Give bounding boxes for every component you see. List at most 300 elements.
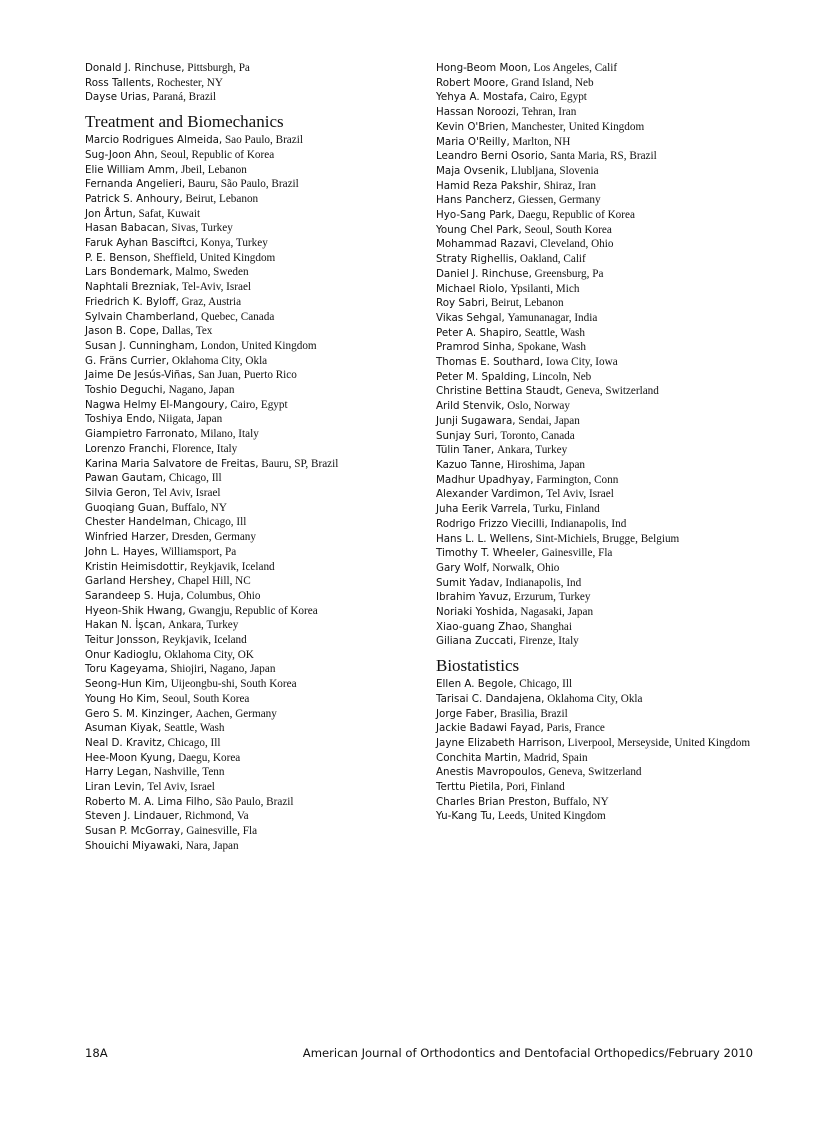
reviewer-name: Toshio Deguchi,: [85, 384, 166, 397]
reviewer-location: Geneva, Switzerland: [565, 385, 659, 398]
reviewer-name: Harry Legan,: [85, 766, 152, 779]
section-heading-biostatistics: Biostatistics: [436, 656, 520, 676]
reviewer-name: Hong-Beom Moon,: [436, 62, 531, 74]
reviewer-entry: [436, 311, 781, 326]
reviewer-entry: [85, 809, 430, 824]
reviewer-name: Nagwa Helmy El-Mangoury,: [85, 398, 228, 411]
reviewer-name: Michael Riolo,: [436, 282, 508, 295]
reviewer-location: Shanghai: [530, 620, 572, 633]
reviewer-name: Silvia Geron,: [85, 486, 151, 499]
reviewer-location: Liverpool, Merseyside, United Kingdom: [567, 736, 751, 749]
reviewer-location: Hiroshima, Japan: [506, 458, 585, 471]
reviewer-entry: [436, 296, 781, 311]
reviewer-name: Teitur Jonsson,: [85, 634, 160, 647]
reviewer-entry: [85, 604, 430, 619]
reviewer-entry: [436, 780, 781, 795]
reviewer-entry: [85, 633, 430, 648]
reviewer-entry: [85, 721, 430, 736]
reviewer-location: Leeds, United Kingdom: [497, 810, 606, 823]
reviewer-name: Hans L. L. Wellens,: [436, 532, 533, 545]
reviewer-entry: [436, 76, 781, 91]
reviewer-entry: [85, 501, 430, 516]
reviewer-location: Nagano, Japan: [168, 384, 235, 397]
reviewer-name: Jason B. Cope,: [85, 325, 160, 338]
reviewer-entry: [436, 149, 781, 164]
reviewer-name: Lorenzo Franchi,: [85, 442, 170, 455]
reviewer-name: Jayne Elizabeth Harrison,: [436, 736, 565, 749]
reviewer-entry: [85, 354, 430, 369]
reviewer-name: Toshiya Endo,: [85, 413, 156, 426]
reviewer-location: Grand Island, Neb: [511, 76, 594, 89]
reviewer-location: Seattle, Wash: [524, 326, 585, 339]
reviewer-location: Dallas, Tex: [161, 325, 213, 338]
reviewer-entry: [85, 457, 430, 472]
reviewer-location: Shiraz, Iran: [543, 179, 596, 192]
reviewer-entry: [85, 295, 430, 310]
reviewer-entry: [436, 765, 781, 780]
reviewer-location: Cairo, Egypt: [230, 398, 288, 411]
reviewer-location: Williamsport, Pa: [160, 545, 237, 558]
reviewer-location: Uijeongbu-shi, South Korea: [170, 678, 297, 691]
reviewer-name: Onur Kadioglu,: [85, 648, 162, 661]
reviewer-entry: [436, 414, 781, 429]
reviewer-name: Gary Wolf,: [436, 561, 490, 574]
reviewer-name: Sylvain Chamberland,: [85, 310, 199, 323]
reviewer-entry: [436, 208, 781, 223]
reviewer-location: Daegu, Korea: [178, 751, 241, 764]
reviewer-name: Ross Tallents,: [85, 76, 155, 89]
reviewer-name: Alexander Vardimon,: [436, 488, 544, 501]
reviewer-entry: [85, 765, 430, 780]
reviewer-location: Reykjavik, Iceland: [190, 560, 275, 573]
reviewer-entry: [436, 634, 781, 649]
reviewer-name: Asuman Kiyak,: [85, 722, 162, 735]
reviewer-entry: [436, 384, 781, 399]
reviewer-name: Timothy T. Wheeler,: [436, 547, 539, 560]
reviewer-location: Tel Aviv, Israel: [147, 781, 215, 794]
reviewer-location: Santa Maria, RS, Brazil: [550, 150, 657, 163]
reviewer-entry: [436, 61, 781, 76]
reviewer-name: Roberto M. A. Lima Filho,: [85, 795, 213, 808]
reviewer-entry: [85, 61, 430, 76]
reviewer-entry: [85, 339, 430, 354]
reviewer-entry: [436, 517, 781, 532]
reviewer-entry: [85, 574, 430, 589]
right-column: [436, 61, 781, 824]
reviewer-name: Sumit Yadav,: [436, 576, 503, 589]
reviewer-location: Tehran, Iran: [521, 106, 577, 119]
reviewer-location: Greensburg, Pa: [534, 267, 604, 280]
reviewer-location: Ankara, Turkey: [496, 444, 568, 457]
reviewer-name: Pramrod Sinha,: [436, 341, 515, 354]
reviewer-name: Tülin Taner,: [436, 444, 495, 457]
reviewer-name: Jaime De Jesús-Viñas,: [85, 369, 196, 382]
reviewer-location: Indianapolis, Ind: [505, 576, 582, 589]
reviewer-location: San Juan, Puerto Rico: [198, 369, 297, 382]
reviewer-location: Lincoln, Neb: [532, 370, 592, 383]
reviewer-entry: [436, 399, 781, 414]
reviewer-name: Leandro Berni Osorio,: [436, 150, 548, 163]
reviewer-location: Ypsilanti, Mich: [510, 282, 580, 295]
reviewer-entry: [85, 163, 430, 178]
reviewer-location: London, United Kingdom: [200, 339, 317, 352]
reviewer-name: Giampietro Farronato,: [85, 428, 198, 441]
reviewer-entry: [436, 487, 781, 502]
reviewer-entry: [85, 427, 430, 442]
reviewer-location: Tel Aviv, Israel: [152, 486, 221, 499]
reviewer-name: Hassan Noroozi,: [436, 106, 520, 119]
reviewer-entry: [436, 576, 781, 591]
reviewer-name: Madhur Upadhyay,: [436, 473, 534, 486]
reviewer-name: Sug-Joon Ahn,: [85, 148, 158, 161]
reviewer-entry: [436, 721, 781, 736]
reviewer-name: Guoqiang Guan,: [85, 501, 169, 514]
reviewer-location: Manchester, United Kingdom: [511, 120, 645, 133]
reviewer-name: Sunjay Suri,: [436, 429, 498, 442]
reviewer-entry: [436, 237, 781, 252]
reviewer-entry: [85, 751, 430, 766]
reviewer-entry: [436, 751, 781, 766]
reviewer-location: Gainesville, Fla: [541, 547, 613, 560]
reviewer-location: Seoul, South Korea: [524, 223, 612, 236]
reviewer-location: Aachen, Germany: [195, 707, 277, 720]
reviewer-name: P. E. Benson,: [85, 251, 151, 264]
reviewer-name: Kazuo Tanne,: [436, 458, 504, 471]
reviewer-entry: [436, 267, 781, 282]
reviewer-entry: [436, 795, 781, 810]
reviewer-name: Peter A. Shapiro,: [436, 326, 522, 339]
reviewer-list-treatment-continued: [436, 61, 781, 649]
reviewer-location: Nashville, Tenn: [154, 766, 225, 779]
reviewer-entry: [85, 148, 430, 163]
reviewer-name: Ellen A. Begole,: [436, 678, 517, 691]
reviewer-entry: [85, 368, 430, 383]
reviewer-entry: [85, 177, 430, 192]
reviewer-location: Chicago, Ill: [167, 736, 221, 749]
reviewer-location: Ankara, Turkey: [168, 619, 239, 632]
reviewer-entry: [85, 648, 430, 663]
reviewer-name: Naphtali Brezniak,: [85, 281, 180, 294]
reviewer-name: Young Ho Kim,: [85, 692, 160, 705]
page-number: 18A: [85, 1046, 108, 1060]
reviewer-name: Christine Bettina Staudt,: [436, 385, 563, 398]
reviewer-name: Pawan Gautam,: [85, 472, 167, 485]
reviewer-location: Cairo, Egypt: [529, 91, 587, 104]
reviewer-location: Seoul, South Korea: [162, 692, 250, 705]
reviewer-name: Garland Hershey,: [85, 575, 175, 588]
reviewer-location: Toronto, Canada: [500, 429, 575, 442]
reviewer-entry: [85, 236, 430, 251]
reviewer-location: Pittsburgh, Pa: [187, 62, 250, 74]
reviewer-name: Liran Levin,: [85, 781, 145, 794]
reviewer-location: Tel Aviv, Israel: [546, 488, 614, 501]
reviewer-name: Winfried Harzer,: [85, 531, 169, 544]
reviewer-entry: [85, 207, 430, 222]
page-footer: [85, 1046, 753, 1062]
reviewer-location: Nagasaki, Japan: [520, 606, 594, 619]
reviewer-entry: [85, 515, 430, 530]
reviewer-entry: [85, 780, 430, 795]
reviewer-name: Gero S. M. Kinzinger,: [85, 707, 193, 720]
reviewer-name: Toru Kageyama,: [85, 663, 168, 676]
reviewer-location: Milano, Italy: [200, 428, 259, 441]
reviewer-location: Erzurum, Turkey: [514, 591, 591, 604]
reviewer-entry: [436, 458, 781, 473]
reviewer-location: Madrid, Spain: [523, 751, 588, 764]
reviewer-entry: [85, 589, 430, 604]
reviewer-location: Bauru, SP, Brazil: [261, 457, 339, 470]
reviewer-name: Xiao-guang Zhao,: [436, 620, 528, 633]
reviewer-name: Hyeon-Shik Hwang,: [85, 604, 186, 617]
reviewer-name: Kevin O'Brien,: [436, 120, 509, 133]
reviewer-entry: [85, 221, 430, 236]
reviewer-entry: [436, 707, 781, 722]
reviewer-location: Oklahoma City, Okla: [171, 354, 268, 367]
reviewer-name: Conchita Martin,: [436, 751, 521, 764]
reviewer-location: Beirut, Lebanon: [490, 297, 564, 310]
reviewer-name: Tarisai C. Dandajena,: [436, 692, 545, 705]
reviewer-location: Quebec, Canada: [200, 310, 275, 323]
reviewer-location: Llubljana, Slovenia: [510, 164, 599, 177]
reviewer-name: Dayse Urias,: [85, 91, 150, 104]
reviewer-name: Rodrigo Frizzo Viecilli,: [436, 517, 548, 530]
reviewer-location: Brasìlia, Brazil: [499, 707, 568, 720]
reviewer-entry: [436, 326, 781, 341]
reviewer-name: Susan J. Cunningham,: [85, 339, 198, 352]
reviewer-entry: [436, 809, 781, 824]
reviewer-entry: [85, 192, 430, 207]
reviewer-location: Safat, Kuwait: [138, 207, 201, 220]
reviewer-location: São Paulo, Brazil: [215, 795, 294, 808]
reviewer-location: Tel-Aviv, Israel: [181, 281, 252, 294]
reviewer-location: Marlton, NH: [512, 135, 571, 148]
reviewer-name: Daniel J. Rinchuse,: [436, 267, 532, 280]
reviewer-name: Hasan Babacan,: [85, 222, 169, 235]
reviewer-location: Iowa City, Iowa: [546, 356, 618, 369]
reviewer-entry: [436, 677, 781, 692]
reviewer-entry: [85, 839, 430, 854]
reviewer-entry: [436, 164, 781, 179]
reviewer-name: Sarandeep S. Huja,: [85, 589, 184, 602]
reviewer-location: Niigata, Japan: [158, 413, 223, 426]
reviewer-location: Daegu, Republic of Korea: [517, 209, 635, 222]
reviewer-name: Hakan N. İşcan,: [85, 619, 166, 632]
reviewer-name: Terttu Pietila,: [436, 781, 504, 794]
reviewer-location: Norwalk, Ohio: [492, 561, 560, 574]
reviewer-location: Dresden, Germany: [171, 531, 256, 544]
reviewer-entry: [85, 736, 430, 751]
reviewer-name: Anestis Mavropoulos,: [436, 766, 546, 779]
reviewer-location: Rochester, NY: [156, 76, 223, 89]
reviewer-location: Los Angeles, Calif: [533, 62, 618, 74]
reviewer-name: Vikas Sehgal,: [436, 311, 505, 324]
reviewer-name: Hyo-Sang Park,: [436, 209, 515, 222]
reviewer-name: Marcio Rodrigues Almeida,: [85, 134, 223, 147]
reviewer-name: Peter M. Spalding,: [436, 370, 530, 383]
reviewer-entry: [436, 120, 781, 135]
reviewer-entry: [436, 429, 781, 444]
reviewer-entry: [85, 265, 430, 280]
reviewer-entry: [85, 692, 430, 707]
reviewer-entry: [436, 736, 781, 751]
reviewer-name: Jon Årtun,: [85, 207, 136, 220]
reviewer-location: Seoul, Republic of Korea: [160, 148, 275, 161]
reviewer-location: Columbus, Ohio: [186, 589, 261, 602]
reviewer-location: Sendai, Japan: [518, 414, 580, 427]
reviewer-entry: [85, 618, 430, 633]
reviewer-entry: [436, 692, 781, 707]
reviewer-entry: [436, 443, 781, 458]
reviewer-entry: [436, 252, 781, 267]
reviewer-location: Oakland, Calif: [519, 253, 586, 266]
reviewer-name: Thomas E. Southard,: [436, 356, 544, 369]
reviewer-name: Lars Bondemark,: [85, 266, 173, 279]
reviewer-name: Juha Eerik Varrela,: [436, 503, 531, 516]
reviewer-location: Nara, Japan: [185, 839, 239, 852]
reviewer-name: Jackie Badawi Fayad,: [436, 722, 544, 735]
reviewer-entry: [85, 280, 430, 295]
reviewer-name: Yehya A. Mostafa,: [436, 91, 527, 104]
reviewer-entry: [85, 662, 430, 677]
reviewer-name: Junji Sugawara,: [436, 414, 516, 427]
reviewer-name: Ibrahim Yavuz,: [436, 591, 512, 604]
reviewer-entry: [436, 135, 781, 150]
reviewer-name: Robert Moore,: [436, 76, 509, 89]
reviewer-name: Susan P. McGorray,: [85, 825, 184, 838]
reviewer-list-biostatistics: [436, 677, 781, 824]
reviewer-entry: [85, 471, 430, 486]
reviewer-location: Sao Paulo, Brazil: [224, 134, 303, 147]
reviewer-name: Hamid Reza Pakshir,: [436, 179, 542, 192]
reviewer-name: Friedrich K. Byloff,: [85, 295, 179, 308]
reviewer-entry: [85, 545, 430, 560]
reviewer-name: Neal D. Kravitz,: [85, 736, 165, 749]
reviewer-name: Jorge Faber,: [436, 707, 498, 720]
reviewer-entry: [85, 795, 430, 810]
reviewer-name: Faruk Ayhan Basciftci,: [85, 237, 198, 250]
reviewer-location: Geneva, Switzerland: [548, 766, 642, 779]
reviewer-name: Karina Maria Salvatore de Freitas,: [85, 457, 259, 470]
reviewer-location: Spokane, Wash: [517, 341, 586, 354]
reviewer-location: Oklahoma City, OK: [164, 648, 254, 661]
reviewer-location: Farmington, Conn: [536, 473, 619, 486]
reviewer-location: Konya, Turkey: [200, 237, 268, 250]
reviewer-name: Steven J. Lindauer,: [85, 810, 183, 823]
reviewer-location: Malmo, Sweden: [175, 266, 249, 279]
reviewer-location: Chicago, Ill: [168, 472, 222, 485]
reviewer-name: Shouichi Miyawaki,: [85, 839, 184, 852]
reviewer-list-treatment: [85, 133, 430, 853]
reviewer-entry: [85, 310, 430, 325]
reviewer-location: Bauru, São Paulo, Brazil: [187, 178, 299, 191]
reviewer-location: Shiojiri, Nagano, Japan: [170, 663, 276, 676]
reviewer-entry: [436, 105, 781, 120]
reviewer-name: Maja Ovsenik,: [436, 164, 509, 177]
reviewer-entry: [436, 370, 781, 385]
reviewer-entry: [436, 502, 781, 517]
reviewer-name: Charles Brian Preston,: [436, 795, 551, 808]
reviewer-location: Sivas, Turkey: [171, 222, 233, 235]
reviewer-name: Yu-Kang Tu,: [436, 810, 496, 823]
reviewer-name: G. Fräns Currier,: [85, 354, 170, 367]
reviewer-location: Chicago, Ill: [193, 516, 247, 529]
reviewer-list-continued: [85, 61, 430, 105]
reviewer-location: Pori, Finland: [506, 781, 565, 794]
reviewer-name: Giliana Zuccati,: [436, 635, 517, 648]
reviewer-location: Sheffield, United Kingdom: [153, 251, 276, 264]
reviewer-location: Jbeil, Lebanon: [180, 163, 247, 176]
reviewer-name: Patrick S. Anhoury,: [85, 192, 183, 205]
reviewer-entry: [85, 383, 430, 398]
reviewer-name: Maria O'Reilly,: [436, 135, 510, 148]
reviewer-name: Hee-Moon Kyung,: [85, 751, 176, 764]
reviewer-name: Arild Stenvik,: [436, 400, 505, 413]
reviewer-entry: [436, 561, 781, 576]
reviewer-location: Gainesville, Fla: [186, 825, 258, 838]
reviewer-entry: [85, 530, 430, 545]
reviewer-entry: [436, 179, 781, 194]
reviewer-location: Chapel Hill, NC: [177, 575, 251, 588]
reviewer-entry: [436, 90, 781, 105]
left-column: [85, 61, 430, 854]
reviewer-entry: [85, 412, 430, 427]
reviewer-location: Giessen, Germany: [517, 194, 601, 207]
reviewer-location: Buffalo, NY: [552, 795, 609, 808]
reviewer-name: Noriaki Yoshida,: [436, 606, 518, 619]
reviewer-entry: [85, 677, 430, 692]
reviewer-name: Kristin Heimisdottir,: [85, 560, 188, 573]
reviewer-location: Gwangju, Republic of Korea: [188, 604, 318, 617]
reviewer-location: Firenze, Italy: [519, 635, 579, 648]
reviewer-entry: [85, 486, 430, 501]
reviewer-entry: [85, 251, 430, 266]
reviewer-entry: [85, 398, 430, 413]
reviewer-entry: [85, 76, 430, 91]
reviewer-location: Paraná, Brazil: [152, 91, 217, 104]
journal-citation: American Journal of Orthodontics and Dentofacial Orthopedics/February 2010: [302, 1046, 753, 1060]
reviewer-entry: [436, 473, 781, 488]
reviewer-name: Young Chel Park,: [436, 223, 522, 236]
reviewer-entry: [436, 532, 781, 547]
reviewer-name: John L. Hayes,: [85, 545, 159, 558]
reviewer-name: Fernanda Angelieri,: [85, 178, 186, 191]
reviewer-location: Seattle, Wash: [164, 722, 225, 735]
reviewer-entry: [436, 590, 781, 605]
section-heading-treatment: Treatment and Biomechanics: [85, 112, 284, 132]
reviewer-name: Elie William Amm,: [85, 163, 179, 176]
reviewer-name: Straty Righellis,: [436, 253, 518, 266]
reviewer-location: Richmond, Va: [184, 810, 249, 823]
reviewer-name: Mohammad Razavi,: [436, 238, 538, 251]
reviewer-location: Reykjavik, Iceland: [162, 634, 247, 647]
reviewer-name: Donald J. Rinchuse,: [85, 62, 185, 74]
reviewer-location: Buffalo, NY: [171, 501, 227, 514]
reviewer-location: Sint-Michiels, Brugge, Belgium: [535, 532, 680, 545]
reviewer-entry: [436, 605, 781, 620]
reviewer-name: Chester Handelman,: [85, 516, 191, 529]
reviewer-location: Oslo, Norway: [507, 400, 570, 413]
reviewer-location: Oklahoma City, Okla: [547, 692, 643, 705]
reviewer-location: Yamunanagar, India: [507, 311, 598, 324]
reviewer-location: Graz, Austria: [181, 295, 242, 308]
reviewer-name: Hans Pancherz,: [436, 194, 516, 207]
reviewer-location: Beirut, Lebanon: [185, 192, 259, 205]
reviewer-entry: [436, 355, 781, 370]
reviewer-location: Florence, Italy: [172, 442, 238, 455]
reviewer-entry: [85, 560, 430, 575]
reviewer-location: Chicago, Ill: [519, 678, 573, 691]
reviewer-location: Paris, France: [546, 722, 605, 735]
